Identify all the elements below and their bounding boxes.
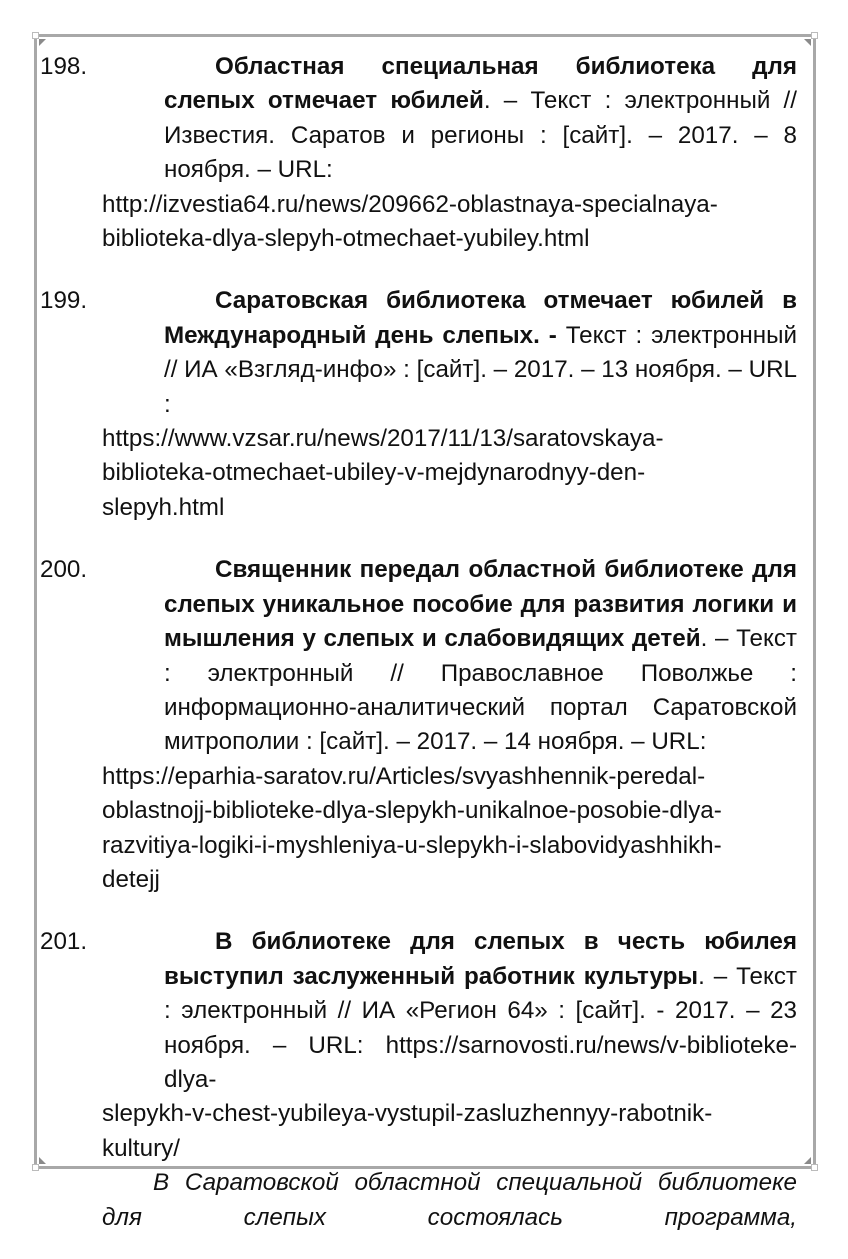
entry-citation (102, 553, 797, 759)
entry-title: Саратовская библиотека отмечает юбилей в Международный день слепых. (164, 287, 797, 349)
entry-description: Текст : электронный // Известия. Саратов и регионы : [сайт]. – 2017. – 8 ноября. – URL: (164, 87, 797, 184)
entry-separator: . – (698, 962, 737, 990)
entry-separator: . – (483, 87, 531, 115)
entry-number: 200. (40, 556, 88, 584)
frame-handle-top-right (811, 32, 818, 39)
entry-annotation: В Саратовской областной специальной библиотеке для слепых состоялась программа, (102, 1169, 797, 1231)
entry-url-line: biblioteka-dlya-slepyh-otmechaet-yubiley.html (102, 225, 590, 253)
bibliography-entry-200 (40, 553, 797, 897)
entry-url-line: https://www.vzsar.ru/news/2017/11/13/saratovskaya- (102, 425, 664, 453)
entry-citation (102, 925, 797, 1097)
entry-number: 198. (40, 53, 88, 80)
bibliography-entry-201 (40, 925, 797, 1166)
corner-mark-top-right (804, 39, 811, 46)
corner-mark-bottom-right (804, 1157, 811, 1164)
entry-url-line: detejj (102, 865, 160, 893)
entry-title: В библиотеке для слепых в честь юбилея выступил заслуженный работник культуры (164, 928, 797, 990)
entry-url-line: slepyh.html (102, 493, 225, 521)
entry-url-line: razvitiya-logiki-i-myshleniya-u-slepykh-i-slabovidyashhikh- (102, 831, 722, 859)
bibliography-entry-199 (40, 284, 797, 525)
entry-description: Текст : электронный // ИА «Регион 64» : [сайт]. - 2017. – 23 ноября. – URL: https://sarnovosti.ru/news/v-biblioteke-dlya- (164, 962, 797, 1093)
entry-number: 201. (40, 928, 88, 956)
entry-url-line: oblastnojj-biblioteke-dlya-slepykh-unikalnoe-posobie-dlya- (102, 797, 722, 825)
entry-separator: . – (700, 625, 737, 653)
entry-title: Священник передал областной библиотеке для слепых уникальное пособие для развития логики и мышления у слепых и слабовидящих детей (164, 556, 797, 653)
frame-handle-top-left (32, 32, 39, 39)
entry-url-line: slepykh-v-chest-yubileya-vystupil-zasluzhennyy-rabotnik- (102, 1100, 713, 1128)
entry-citation (102, 50, 797, 188)
bibliography-list (40, 50, 797, 1259)
entry-title: Областная специальная библиотека для слепых отмечает юбилей (164, 53, 797, 115)
entry-citation (102, 284, 797, 422)
entry-description: Текст : электронный // Православное Поволжье : информационно-аналитический портал Саратовской митрополии : [сайт]. – 2017. – 14 ноября. – URL: (164, 625, 797, 756)
entry-url-line: kultury/ (102, 1134, 180, 1162)
entry-url-line: http://izvestia64.ru/news/209662-oblastnaya-specialnaya- (102, 190, 718, 218)
bibliography-entry-198 (40, 50, 797, 256)
entry-description: Текст : электронный // ИА «Взгляд-инфо» : [сайт]. – 2017. – 13 ноября. – URL : (164, 321, 797, 418)
entry-number: 199. (40, 287, 88, 315)
entry-url-line: biblioteka-otmechaet-ubiley-v-mejdynarodnyy-den- (102, 459, 646, 487)
entry-url-line: https://eparhia-saratov.ru/Articles/svyashhennik-peredal- (102, 762, 706, 790)
entry-separator: - (539, 321, 566, 349)
corner-mark-top-left (39, 39, 46, 46)
frame-handle-bottom-left (32, 1164, 39, 1171)
frame-handle-bottom-right (811, 1164, 818, 1171)
